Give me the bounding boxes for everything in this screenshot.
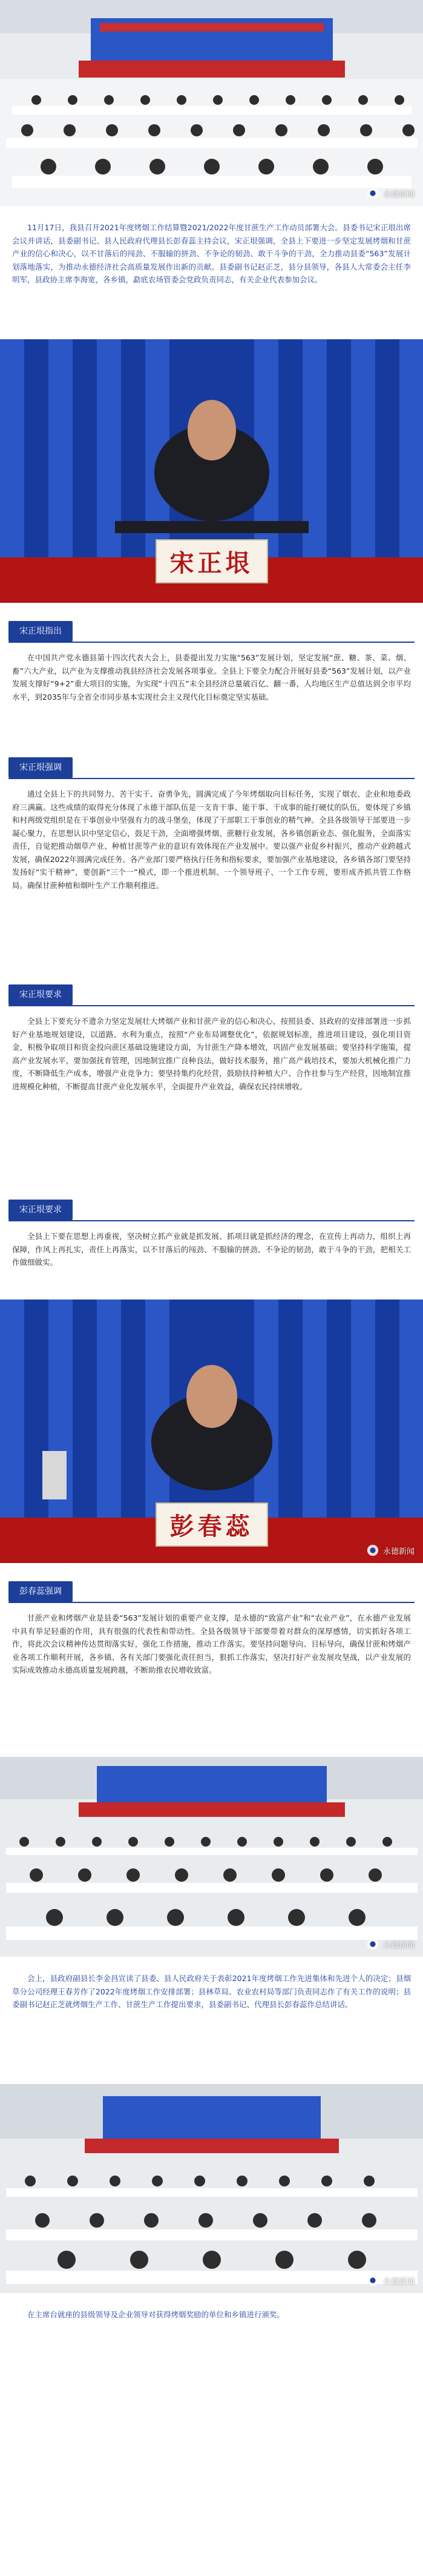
closing-paragraph-1: 会上，县政府副县长李金昌宣读了县委、县人民政府关于表彰2021年度烤烟工作先进集体和先进个人的决定；县烟草分公司经理王春芳作了2022年度烤烟工作安排部署；县林草局、农业农村局等部门负责同志作了有关工作的说明；县委副书记赵正芝就烤烟生产工作、甘蔗生产工作提出要求，县委副书记、代理县长彭春蕊作总结讲话。 — [12, 1974, 411, 2009]
section-body-3: 全县上下要充分不遗余力坚定发展壮大烤烟产业和甘蔗产业的信心和决心，按照县委、县政府的安排部署进一步抓好产业基地规划建设，以道路、水利为重点，按照“产业布局调整优化”，依据规划标准，推进项目建设，强化项目资金，积极争取项目和资金投向蔗区基础设施建设方面，为甘蔗生产降本增效，巩固产业发展基础；要坚持科学施策，提高产业发展水平，要加强抚育管理，因地制宜推广良种良法，做好技术服务，推广高产栽培技术，要加大机械化推广力度，不断降低生产成本，增强产业竞争力；要坚持集约化经营，鼓励扶持种植大户、合作社参与生产经营，因地制宜推进规模化种植，不断提高甘蔗产业化发展水平，全面提升产业效益，确保农民持续增收。 — [12, 1017, 411, 1091]
section-rule-5 — [8, 1602, 415, 1603]
section-rule-1 — [8, 642, 415, 643]
section-body-5: 甘蔗产业和烤烟产业是县委“563”发展计划的重要产业支撑，是永德的“致富产业”和“农业产业”，在永德产业发展中具有举足轻重的作用，具有很强的代表性和带动性。全县各级领导干部要带着对群众的深厚感情，切实抓好各项工作，将此次会议精神传达贯彻落实好，强化工作措施，推动工作落实。要坚持问题导向、目标导向，确保甘蔗和烤烟产业各项工作顺利开展，各乡镇、各有关部门要强化责任担当，狠抓工作落实，坚决打好产业发展攻坚战，以产业发展的实际成效推动永德高质量发展跨越，不断助推农民增收致富。 — [12, 1613, 411, 1675]
section-body-2: 通过全县上下的共同努力、苦干实干、奋勇争先，圆满完成了今年烤烟取向目标任务，实现了烟农、企业和地委政府三满赢。这些成绩的取得充分体现了永德干部队伍是一支肯干事、能干事、干成事的能打硬仗的队伍，要体现了乡镇和村两级党组织是在干事创业中坚强有力的战斗堡垒，体现了干部职工干事创业的精气神。全县各级领导干部要进一步凝心聚力，在思想认识中坚定信心，鼓足干劲，全面增强烤烟、蔗糖行业发展，各乡镇创新业态、强化服务，全面落实责任，自觉把推动烟草产业、种植甘蔗等产业的意识有效体现在产业发展中。要以强产业促乡村振兴，推动产业跨越式发展，确保2022年圆满完成任务。各产业部门要严格执行任务和指标要求，要加强产业基地建设，各乡镇各部门要坚持发扬好“实干精神”，要创新“三个一”模式，即一个推进机制、一个领导班子、一个工作专班，要形成齐抓共管工作格局。确保甘蔗种植和烟叶生产工作顺利推进。 — [12, 789, 411, 890]
intro-paragraph: 11月17日，我县召开2021年度烤烟工作结算暨2021/2022年度甘蔗生产工作动员部署大会。县委书记宋正垠出席会议并讲话，县委副书记、县人民政府代理县长彭春蕊主持会议，宋正垠强调，全县上下要进一步坚定发展烤烟和甘蔗产业的信心和决心，以不甘落后的闯劲、不服输的拼劲、不争论的韧劲、敢干斗争的干劲，全力推动县委“563”发展计划落地落实，为推动永德经济社会高质量发展作出新的贡献。县委副书记赵正芝，县分县领导，各县人大常委会主任李明军，县政协主席李海宽，各乡镇，勐底农场管委会党政负责同志，有关企业代表参加会议。 — [12, 223, 411, 284]
section-tag-2: 宋正垠强调 — [8, 757, 73, 778]
section-rule-4 — [8, 1220, 415, 1221]
watermark — [366, 187, 415, 200]
speaker-photo-2 — [0, 1300, 423, 1563]
watermark-label: 永德新闻 — [382, 2277, 415, 2286]
closing-paragraph-2: 在主席台就座的县级领导及企业领导对获得烤烟奖励的单位和乡镇进行颁奖。 — [27, 2310, 285, 2319]
watermark — [366, 2274, 415, 2287]
section-tag-4: 宋正垠要求 — [8, 1200, 73, 1220]
speaker-photo-1 — [0, 339, 423, 603]
watermark-label: 永德新闻 — [382, 190, 415, 199]
camera-icon — [366, 1544, 379, 1557]
section-tag-5: 彭春蕊强调 — [8, 1581, 73, 1602]
watermark-label: 永德新闻 — [382, 1547, 415, 1556]
speaker-name-card-2: 彭春蕊 — [156, 1502, 268, 1547]
conference-hall-photo-1 — [0, 0, 423, 206]
watermark — [366, 1937, 415, 1951]
section-body-4: 全县上下要在思想上再重视，坚决树立抓产业就是抓发展、抓项目就是抓经济的理念，在宣传上再动力，组织上再保障，作风上再扎实，责任上再落实，以不甘落后的闯劲、不服输的拼劲、不争论的韧劲，敢于斗争的干劲，把相关工作做细做实。 — [12, 1232, 411, 1267]
camera-icon — [366, 187, 379, 200]
section-rule-3 — [8, 1005, 415, 1006]
awards-photo — [0, 2084, 423, 2293]
camera-icon — [366, 1937, 379, 1951]
section-body-1: 在中国共产党永德县第十四次代表大会上，县委提出发力实施“563”发展计划，坚定发展“蔗、糖、茶、菜、烟、畜”六大产业，以产业为支撑推动我县经济社会发展各项事业。全县上下要全力配合开展好县委“563”发展计划，以产业发展支撑好“9+2”重大项目的实施，为实现“十四五”末全县经济总量破百亿、翻一番，人均地区生产总值达到全市平均水平，到2035年与全省全市同步基本实现社会主义现代化目标奠定坚实基础。 — [12, 653, 411, 702]
section-rule-2 — [8, 778, 415, 779]
watermark-label: 永德新闻 — [382, 1940, 415, 1950]
section-tag-1: 宋正垠指出 — [8, 621, 73, 642]
speaker-name-card-1: 宋正垠 — [156, 539, 268, 583]
section-tag-3: 宋正垠要求 — [8, 984, 73, 1005]
watermark — [366, 1544, 415, 1557]
audience-photo-1 — [0, 1757, 423, 1957]
camera-icon — [366, 2274, 379, 2287]
